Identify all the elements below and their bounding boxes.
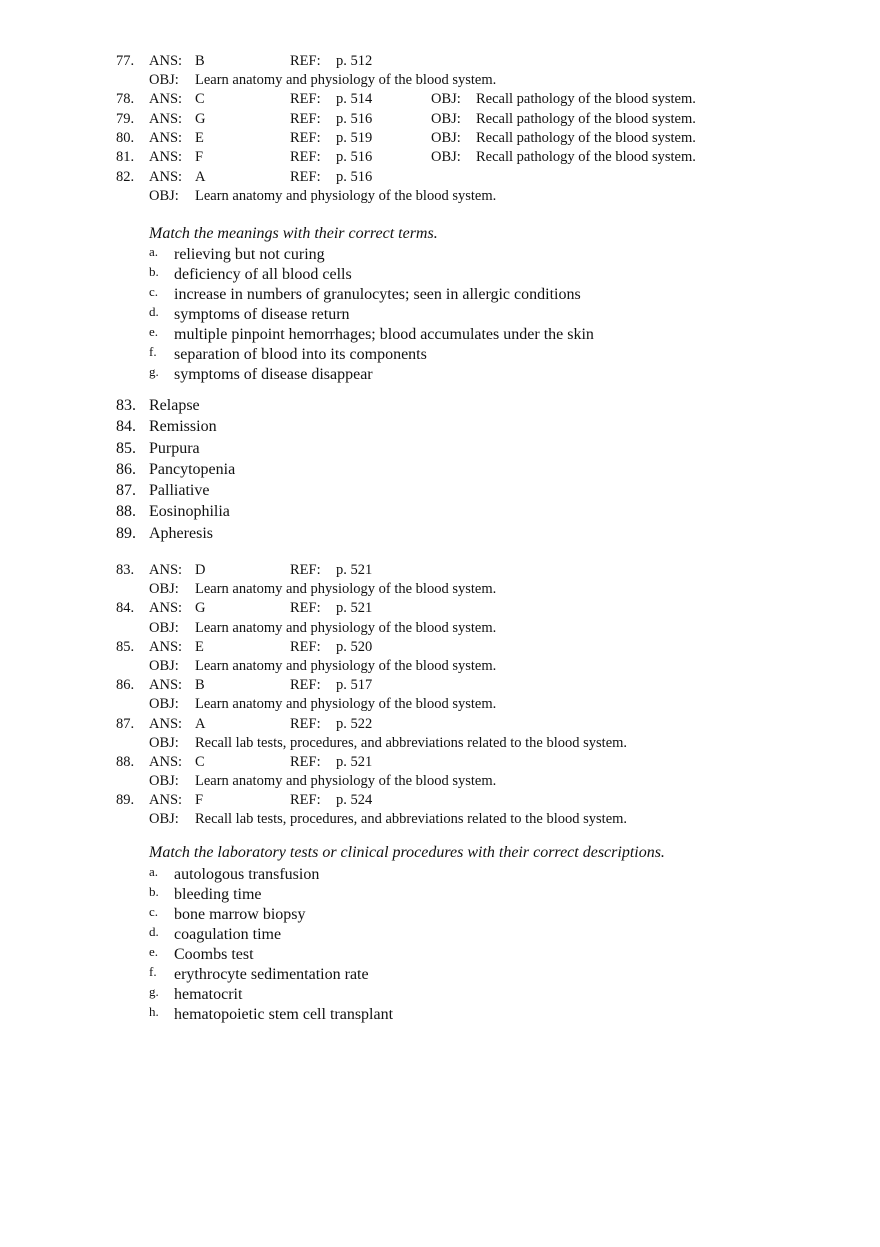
ans-value: A — [195, 169, 206, 186]
ans-value: E — [195, 129, 204, 146]
option-text: autologous transfusion — [174, 866, 320, 883]
answer-block-83-89 — [0, 561, 880, 830]
obj-label: OBJ: — [149, 72, 179, 89]
ref-value: p. 512 — [336, 53, 373, 69]
option-letter: e. — [149, 324, 159, 339]
obj-value: Recall pathology of the blood system. — [476, 91, 696, 108]
ans-label: ANS: — [149, 91, 183, 108]
question-number: 80. — [116, 129, 135, 146]
obj-label: OBJ: — [431, 148, 461, 165]
list-item — [0, 345, 880, 365]
ref-value: p. 516 — [336, 148, 373, 165]
obj-value: Learn anatomy and physiology of the blood system. — [195, 773, 497, 790]
section-1-terms — [0, 395, 880, 544]
answer-row — [0, 715, 880, 734]
ans-value: C — [195, 753, 205, 770]
term-number: 89. — [116, 524, 136, 542]
list-item — [0, 285, 880, 305]
option-letter: b. — [149, 264, 159, 279]
ref-label: REF: — [290, 753, 321, 770]
answer-row — [0, 90, 880, 109]
option-text: separation of blood into its components — [174, 346, 427, 363]
obj-value: Recall pathology of the blood system. — [476, 148, 696, 165]
answer-row — [0, 676, 880, 695]
answer-row — [0, 638, 880, 657]
ans-value: C — [195, 91, 205, 108]
list-item — [0, 325, 880, 345]
answer-row — [0, 599, 880, 618]
list-item — [0, 965, 880, 985]
answer-block-77-82 — [0, 52, 880, 207]
obj-value: Learn anatomy and physiology of the blood system. — [195, 657, 497, 674]
obj-value: Recall pathology of the blood system. — [476, 110, 696, 127]
list-item — [0, 395, 880, 416]
option-text: hematopoietic stem cell transplant — [174, 1006, 394, 1023]
ans-label: ANS: — [149, 562, 183, 578]
option-letter: c. — [149, 284, 159, 299]
ans-value: B — [195, 677, 205, 694]
ref-label: REF: — [290, 53, 321, 69]
answer-row — [0, 129, 880, 148]
answer-row — [0, 561, 880, 580]
objective-row — [0, 619, 880, 638]
ans-value: B — [195, 53, 205, 69]
ref-label: REF: — [290, 91, 321, 108]
ans-label: ANS: — [149, 638, 183, 655]
list-item — [0, 501, 880, 522]
ref-value: p. 524 — [336, 792, 373, 809]
ans-value: F — [195, 148, 204, 165]
ans-label: ANS: — [149, 753, 183, 770]
obj-value: Learn anatomy and physiology of the blood system. — [195, 696, 497, 713]
section-2-instruction: Match the laboratory tests or clinical procedures with their correct descriptions. — [149, 844, 665, 861]
list-item — [0, 416, 880, 437]
ref-value: p. 517 — [336, 677, 373, 694]
question-number: 87. — [116, 715, 135, 732]
obj-label: OBJ: — [149, 696, 179, 713]
ref-value: p. 516 — [336, 169, 373, 186]
option-text: increase in numbers of granulocytes; seen in allergic conditions — [174, 286, 581, 303]
option-text: symptoms of disease disappear — [174, 366, 373, 383]
list-item — [0, 523, 880, 544]
list-item — [0, 459, 880, 480]
obj-value: Learn anatomy and physiology of the blood system. — [195, 188, 497, 205]
ref-value: p. 521 — [336, 562, 373, 578]
section-1-options — [0, 245, 880, 385]
ans-value: G — [195, 110, 206, 127]
ans-value: G — [195, 600, 206, 617]
question-number: 77. — [116, 53, 135, 69]
ans-label: ANS: — [149, 129, 183, 146]
question-number: 79. — [116, 110, 135, 127]
objective-row — [0, 772, 880, 791]
list-item — [0, 945, 880, 965]
term-text: Apheresis — [149, 524, 213, 542]
ref-value: p. 516 — [336, 110, 373, 127]
ref-label: REF: — [290, 169, 321, 186]
ans-label: ANS: — [149, 600, 183, 617]
objective-row — [0, 187, 880, 206]
ref-value: p. 521 — [336, 753, 373, 770]
ans-label: ANS: — [149, 148, 183, 165]
ref-value: p. 514 — [336, 91, 373, 108]
ans-value: E — [195, 638, 204, 655]
question-number: 83. — [116, 562, 135, 578]
obj-value: Recall lab tests, procedures, and abbreviations related to the blood system. — [195, 811, 628, 828]
objective-row — [0, 734, 880, 753]
question-number: 78. — [116, 91, 135, 108]
term-text: Relapse — [149, 397, 200, 414]
obj-label: OBJ: — [149, 188, 179, 205]
list-item — [0, 1005, 880, 1025]
ref-value: p. 519 — [336, 129, 373, 146]
obj-label: OBJ: — [149, 619, 179, 636]
answer-row — [0, 52, 880, 71]
list-item — [0, 885, 880, 905]
answer-row — [0, 791, 880, 810]
question-number: 88. — [116, 753, 135, 770]
obj-value: Learn anatomy and physiology of the blood system. — [195, 581, 497, 598]
list-item — [0, 985, 880, 1005]
option-text: bleeding time — [174, 886, 262, 903]
option-text: coagulation time — [174, 926, 282, 943]
option-text: Coombs test — [174, 946, 254, 963]
option-letter: e. — [149, 944, 159, 959]
question-number: 89. — [116, 792, 135, 809]
objective-row — [0, 71, 880, 90]
option-letter: f. — [149, 964, 157, 979]
list-item — [0, 305, 880, 325]
answer-row — [0, 148, 880, 167]
objective-row — [0, 580, 880, 599]
ans-value: F — [195, 792, 204, 809]
option-text: hematocrit — [174, 986, 243, 1003]
objective-row — [0, 657, 880, 676]
list-item — [0, 925, 880, 945]
ref-value: p. 521 — [336, 600, 373, 617]
obj-label: OBJ: — [149, 734, 179, 751]
obj-value: Recall lab tests, procedures, and abbreviations related to the blood system. — [195, 734, 628, 751]
question-number: 81. — [116, 148, 135, 165]
term-text: Purpura — [149, 439, 200, 457]
answer-row — [0, 168, 880, 187]
section-2-options — [0, 865, 880, 1025]
obj-value: Learn anatomy and physiology of the blood system. — [195, 72, 497, 89]
ans-label: ANS: — [149, 792, 183, 809]
ref-value: p. 522 — [336, 715, 373, 732]
option-letter: g. — [149, 364, 159, 379]
ref-value: p. 520 — [336, 638, 373, 655]
ans-label: ANS: — [149, 715, 183, 732]
option-text: deficiency of all blood cells — [174, 266, 352, 283]
ans-label: ANS: — [149, 53, 183, 69]
ref-label: REF: — [290, 638, 321, 655]
ref-label: REF: — [290, 677, 321, 694]
option-letter: g. — [149, 984, 159, 999]
option-letter: c. — [149, 904, 159, 919]
answer-row — [0, 110, 880, 129]
option-text: erythrocyte sedimentation rate — [174, 966, 369, 983]
ans-value: D — [195, 562, 206, 578]
list-item — [0, 265, 880, 285]
option-letter: d. — [149, 924, 159, 939]
option-letter: d. — [149, 304, 159, 319]
option-text: symptoms of disease return — [174, 306, 350, 323]
ans-value: A — [195, 715, 206, 732]
ref-label: REF: — [290, 715, 321, 732]
list-item — [0, 438, 880, 459]
term-text: Remission — [149, 418, 217, 436]
objective-row — [0, 810, 880, 829]
ans-label: ANS: — [149, 677, 183, 694]
objective-row — [0, 695, 880, 714]
list-item — [0, 365, 880, 385]
option-letter: b. — [149, 884, 159, 899]
ref-label: REF: — [290, 110, 321, 127]
ref-label: REF: — [290, 148, 321, 165]
list-item — [0, 245, 880, 265]
option-letter: h. — [149, 1004, 159, 1019]
term-text: Eosinophilia — [149, 503, 230, 521]
ref-label: REF: — [290, 600, 321, 617]
term-number: 88. — [116, 503, 136, 521]
question-number: 85. — [116, 638, 135, 655]
question-number: 86. — [116, 677, 135, 694]
obj-label: OBJ: — [149, 811, 179, 828]
list-item — [0, 905, 880, 925]
answer-row — [0, 753, 880, 772]
ans-label: ANS: — [149, 169, 183, 186]
list-item — [0, 480, 880, 501]
obj-label: OBJ: — [149, 773, 179, 790]
ans-label: ANS: — [149, 110, 183, 127]
option-text: relieving but not curing — [174, 246, 325, 263]
option-letter: a. — [149, 864, 159, 879]
term-number: 85. — [116, 439, 136, 457]
obj-value: Recall pathology of the blood system. — [476, 129, 696, 146]
term-number: 87. — [116, 482, 136, 500]
obj-label: OBJ: — [149, 581, 179, 598]
ref-label: REF: — [290, 792, 321, 809]
list-item — [0, 865, 880, 885]
term-number: 86. — [116, 460, 136, 478]
term-text: Palliative — [149, 482, 210, 500]
obj-label: OBJ: — [149, 657, 179, 674]
term-text: Pancytopenia — [149, 460, 236, 478]
ref-label: REF: — [290, 129, 321, 146]
term-number: 83. — [116, 397, 136, 414]
section-1-instruction: Match the meanings with their correct terms. — [149, 225, 438, 242]
question-number: 84. — [116, 600, 135, 617]
obj-label: OBJ: — [431, 129, 461, 146]
option-text: multiple pinpoint hemorrhages; blood accumulates under the skin — [174, 326, 594, 343]
option-letter: f. — [149, 344, 157, 359]
term-number: 84. — [116, 418, 136, 436]
ref-label: REF: — [290, 562, 321, 578]
obj-label: OBJ: — [431, 91, 461, 108]
obj-label: OBJ: — [431, 110, 461, 127]
obj-value: Learn anatomy and physiology of the blood system. — [195, 619, 497, 636]
question-number: 82. — [116, 169, 135, 186]
option-letter: a. — [149, 244, 159, 259]
option-text: bone marrow biopsy — [174, 906, 306, 923]
